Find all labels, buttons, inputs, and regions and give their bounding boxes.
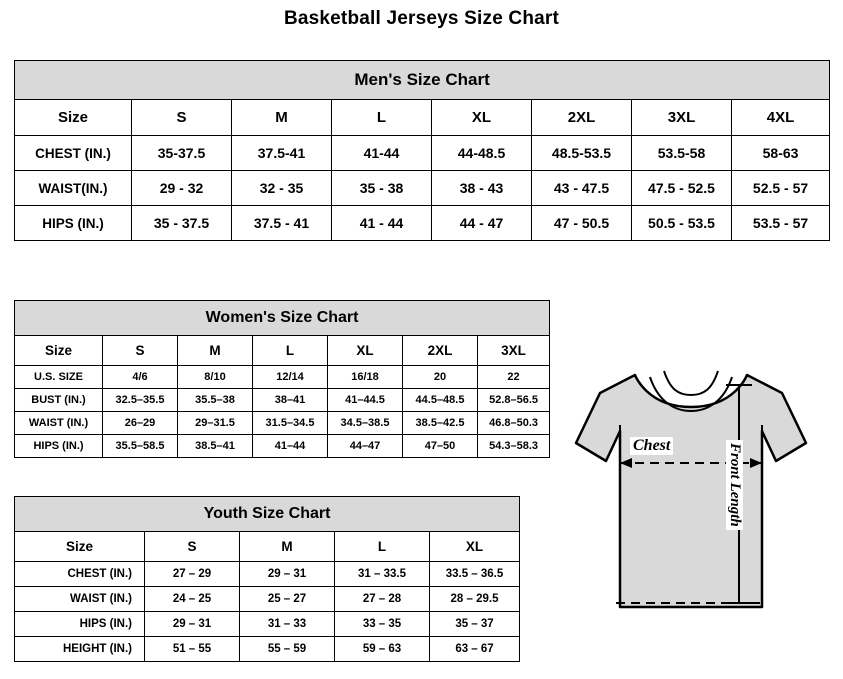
youth-waist-s: 24 – 25: [145, 587, 240, 612]
womens-row-label-us-size: U.S. SIZE: [15, 366, 103, 389]
table-row: [15, 366, 550, 389]
mens-waist-s: 29 - 32: [132, 171, 232, 206]
mens-col-3xl: 3XL: [632, 100, 732, 136]
mens-size-chart-table: [14, 60, 830, 241]
womens-col-m: M: [178, 336, 253, 366]
womens-bust-s: 32.5–35.5: [103, 389, 178, 412]
youth-chest-s: 27 – 29: [145, 562, 240, 587]
youth-column-header-row: [15, 532, 520, 562]
youth-col-size: Size: [15, 532, 145, 562]
womens-section-header-row: [15, 301, 550, 336]
mens-hips-4xl: 53.5 - 57: [732, 206, 830, 241]
womens-us-size-m: 8/10: [178, 366, 253, 389]
womens-waist-3xl: 46.8–50.3: [478, 412, 550, 435]
mens-column-header-row: [15, 100, 830, 136]
mens-hips-l: 41 - 44: [332, 206, 432, 241]
mens-hips-xl: 44 - 47: [432, 206, 532, 241]
youth-row-label-chest: CHEST (IN.): [15, 562, 145, 587]
table-row: [15, 171, 830, 206]
youth-col-l: L: [335, 532, 430, 562]
youth-height-m: 55 – 59: [240, 637, 335, 662]
womens-hips-3xl: 54.3–58.3: [478, 435, 550, 458]
youth-col-xl: XL: [430, 532, 520, 562]
youth-row-label-waist: WAIST (IN.): [15, 587, 145, 612]
womens-waist-s: 26–29: [103, 412, 178, 435]
youth-chest-xl: 33.5 – 36.5: [430, 562, 520, 587]
table-row: [15, 136, 830, 171]
front-length-measurement-label: Front Length: [726, 440, 743, 530]
youth-col-m: M: [240, 532, 335, 562]
youth-hips-l: 33 – 35: [335, 612, 430, 637]
mens-waist-l: 35 - 38: [332, 171, 432, 206]
table-row: [15, 206, 830, 241]
womens-bust-3xl: 52.8–56.5: [478, 389, 550, 412]
mens-col-2xl: 2XL: [532, 100, 632, 136]
youth-hips-m: 31 – 33: [240, 612, 335, 637]
chest-measurement-label: Chest: [630, 437, 673, 455]
youth-height-xl: 63 – 67: [430, 637, 520, 662]
youth-hips-xl: 35 – 37: [430, 612, 520, 637]
mens-chest-4xl: 58-63: [732, 136, 830, 171]
mens-chest-m: 37.5-41: [232, 136, 332, 171]
womens-hips-2xl: 47–50: [403, 435, 478, 458]
table-row: [15, 389, 550, 412]
youth-row-label-hips: HIPS (IN.): [15, 612, 145, 637]
womens-bust-xl: 41–44.5: [328, 389, 403, 412]
youth-section-header-row: [15, 497, 520, 532]
womens-bust-m: 35.5–38: [178, 389, 253, 412]
youth-chest-m: 29 – 31: [240, 562, 335, 587]
womens-col-l: L: [253, 336, 328, 366]
youth-waist-l: 27 – 28: [335, 587, 430, 612]
womens-us-size-2xl: 20: [403, 366, 478, 389]
youth-size-chart-table: [14, 496, 520, 662]
womens-bust-l: 38–41: [253, 389, 328, 412]
table-row: [15, 435, 550, 458]
mens-hips-m: 37.5 - 41: [232, 206, 332, 241]
womens-hips-m: 38.5–41: [178, 435, 253, 458]
mens-waist-2xl: 43 - 47.5: [532, 171, 632, 206]
womens-waist-m: 29–31.5: [178, 412, 253, 435]
jersey-measurement-diagram: [540, 345, 840, 665]
mens-waist-3xl: 47.5 - 52.5: [632, 171, 732, 206]
womens-hips-l: 41–44: [253, 435, 328, 458]
womens-waist-2xl: 38.5–42.5: [403, 412, 478, 435]
mens-col-s: S: [132, 100, 232, 136]
womens-us-size-xl: 16/18: [328, 366, 403, 389]
womens-row-label-bust: BUST (IN.): [15, 389, 103, 412]
youth-row-label-height: HEIGHT (IN.): [15, 637, 145, 662]
youth-waist-xl: 28 – 29.5: [430, 587, 520, 612]
womens-hips-xl: 44–47: [328, 435, 403, 458]
mens-col-4xl: 4XL: [732, 100, 830, 136]
mens-chest-xl: 44-48.5: [432, 136, 532, 171]
youth-col-s: S: [145, 532, 240, 562]
womens-row-label-hips: HIPS (IN.): [15, 435, 103, 458]
mens-col-xl: XL: [432, 100, 532, 136]
womens-us-size-s: 4/6: [103, 366, 178, 389]
mens-chest-3xl: 53.5-58: [632, 136, 732, 171]
mens-waist-m: 32 - 35: [232, 171, 332, 206]
mens-section-title: Men's Size Chart: [15, 61, 830, 100]
womens-us-size-l: 12/14: [253, 366, 328, 389]
womens-waist-l: 31.5–34.5: [253, 412, 328, 435]
mens-col-size: Size: [15, 100, 132, 136]
womens-col-xl: XL: [328, 336, 403, 366]
womens-col-size: Size: [15, 336, 103, 366]
mens-section-header-row: [15, 61, 830, 100]
womens-bust-2xl: 44.5–48.5: [403, 389, 478, 412]
womens-us-size-3xl: 22: [478, 366, 550, 389]
jersey-shirt-icon: [540, 345, 840, 645]
mens-row-label-chest: CHEST (IN.): [15, 136, 132, 171]
youth-height-s: 51 – 55: [145, 637, 240, 662]
mens-hips-2xl: 47 - 50.5: [532, 206, 632, 241]
womens-size-chart-table: [14, 300, 550, 458]
mens-chest-l: 41-44: [332, 136, 432, 171]
womens-col-2xl: 2XL: [403, 336, 478, 366]
page-title: Basketball Jerseys Size Chart: [283, 8, 560, 29]
mens-chest-2xl: 48.5-53.5: [532, 136, 632, 171]
womens-waist-xl: 34.5–38.5: [328, 412, 403, 435]
youth-section-title: Youth Size Chart: [15, 497, 520, 532]
youth-hips-s: 29 – 31: [145, 612, 240, 637]
mens-hips-3xl: 50.5 - 53.5: [632, 206, 732, 241]
table-row: [15, 412, 550, 435]
womens-column-header-row: [15, 336, 550, 366]
womens-hips-s: 35.5–58.5: [103, 435, 178, 458]
youth-height-l: 59 – 63: [335, 637, 430, 662]
mens-chest-s: 35-37.5: [132, 136, 232, 171]
mens-row-label-hips: HIPS (IN.): [15, 206, 132, 241]
mens-col-l: L: [332, 100, 432, 136]
womens-row-label-waist: WAIST (IN.): [15, 412, 103, 435]
mens-waist-xl: 38 - 43: [432, 171, 532, 206]
mens-waist-4xl: 52.5 - 57: [732, 171, 830, 206]
table-row: [15, 562, 520, 587]
mens-hips-s: 35 - 37.5: [132, 206, 232, 241]
mens-row-label-waist: WAIST(IN.): [15, 171, 132, 206]
mens-col-m: M: [232, 100, 332, 136]
youth-waist-m: 25 – 27: [240, 587, 335, 612]
womens-col-s: S: [103, 336, 178, 366]
table-row: [15, 637, 520, 662]
youth-chest-l: 31 – 33.5: [335, 562, 430, 587]
table-row: [15, 587, 520, 612]
table-row: [15, 612, 520, 637]
womens-col-3xl: 3XL: [478, 336, 550, 366]
womens-section-title: Women's Size Chart: [15, 301, 550, 336]
